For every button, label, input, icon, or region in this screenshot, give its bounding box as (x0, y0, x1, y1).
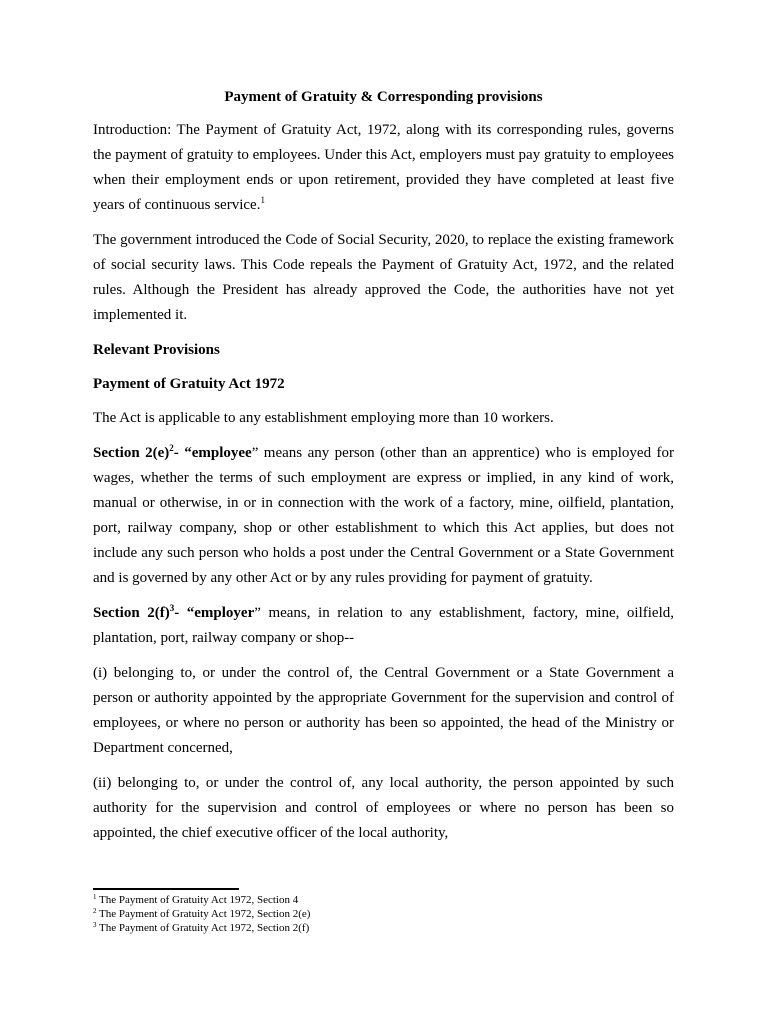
act-heading: Payment of Gratuity Act 1972 (93, 376, 285, 392)
document-body (93, 86, 674, 856)
document-title: Payment of Gratuity & Corresponding provisions (224, 89, 543, 105)
footnote-1 (93, 893, 674, 907)
code-of-social-security-paragraph: The government introduced the Code of Social Security, 2020, to replace the existing framework of social security laws. This Code repeals the Payment of Gratuity Act, 1972, and the related rules. Although the President has already approved the Code, the authorities have not yet implemented it. (93, 232, 674, 323)
section-2f-text: ” means, in relation to any establishment, factory, mine, oilfield, plantation, port, railway company or shop-- (93, 605, 674, 646)
footnote-2-text: The Payment of Gratuity Act 1972, Section 2(e) (96, 908, 311, 920)
section-2e-label: Section 2(e) (93, 445, 170, 461)
footnote-2-number: 2 (93, 907, 97, 915)
clause-ii-paragraph: (ii) belonging to, or under the control of, any local authority, the person appointed by such authority for the supervision and control of employees or where no person has been so appointed, the chief executive officer of the local authority, (93, 775, 674, 841)
intro-paragraph (93, 118, 674, 218)
applicability-paragraph: The Act is applicable to any establishment employing more than 10 workers. (93, 410, 554, 426)
section-2f-label: Section 2(f) (93, 605, 170, 621)
footnote-1-text: The Payment of Gratuity Act 1972, Section 4 (96, 894, 299, 906)
footnotes (93, 888, 674, 935)
section-2e-term: employee (191, 445, 252, 461)
footnote-separator (93, 888, 239, 890)
footnote-ref-1: 1 (260, 195, 265, 205)
intro-text: Introduction: The Payment of Gratuity Act, 1972, along with its corresponding rules, governs the payment of gratuity to employees. Under this Act, employers must pay gratuity to employees when their employment ends or upon retirement, provided they have completed at least five years of continuous service. (93, 122, 674, 213)
footnote-3-number: 3 (93, 921, 97, 929)
footnote-ref-3: 3 (169, 603, 175, 613)
section-2f-term: employer (194, 605, 255, 621)
section-2e-dash: - “ (173, 445, 192, 461)
section-2e-text: ” means any person (other than an apprentice) who is employed for wages, whether the terms of such employment are express or implied, in any kind of work, manual or otherwise, in or in connection with the work of a factory, mine, oilfield, plantation, port, railway company, shop or other establishment to which this Act applies, but does not include any such person who holds a post under the Central Government or a State Government and is governed by any other Act or by any rules providing for payment of gratuity. (93, 445, 675, 586)
footnote-2 (93, 907, 674, 921)
footnote-1-number: 1 (93, 893, 97, 901)
clause-i-paragraph: (i) belonging to, or under the control of, the Central Government or a State Government a person or authority appointed by the appropriate Government for the supervision and control of employees, or where no person or authority has been so appointed, the head of the Ministry or Department concerned, (93, 665, 674, 756)
relevant-provisions-heading: Relevant Provisions (93, 342, 220, 358)
section-2e-paragraph (93, 441, 674, 591)
section-2f-paragraph (93, 601, 674, 651)
section-2f-dash: - “ (174, 605, 195, 621)
footnote-3 (93, 921, 674, 935)
footnote-ref-2: 2 (169, 443, 174, 453)
footnote-3-text: The Payment of Gratuity Act 1972, Section 2(f) (96, 922, 310, 934)
